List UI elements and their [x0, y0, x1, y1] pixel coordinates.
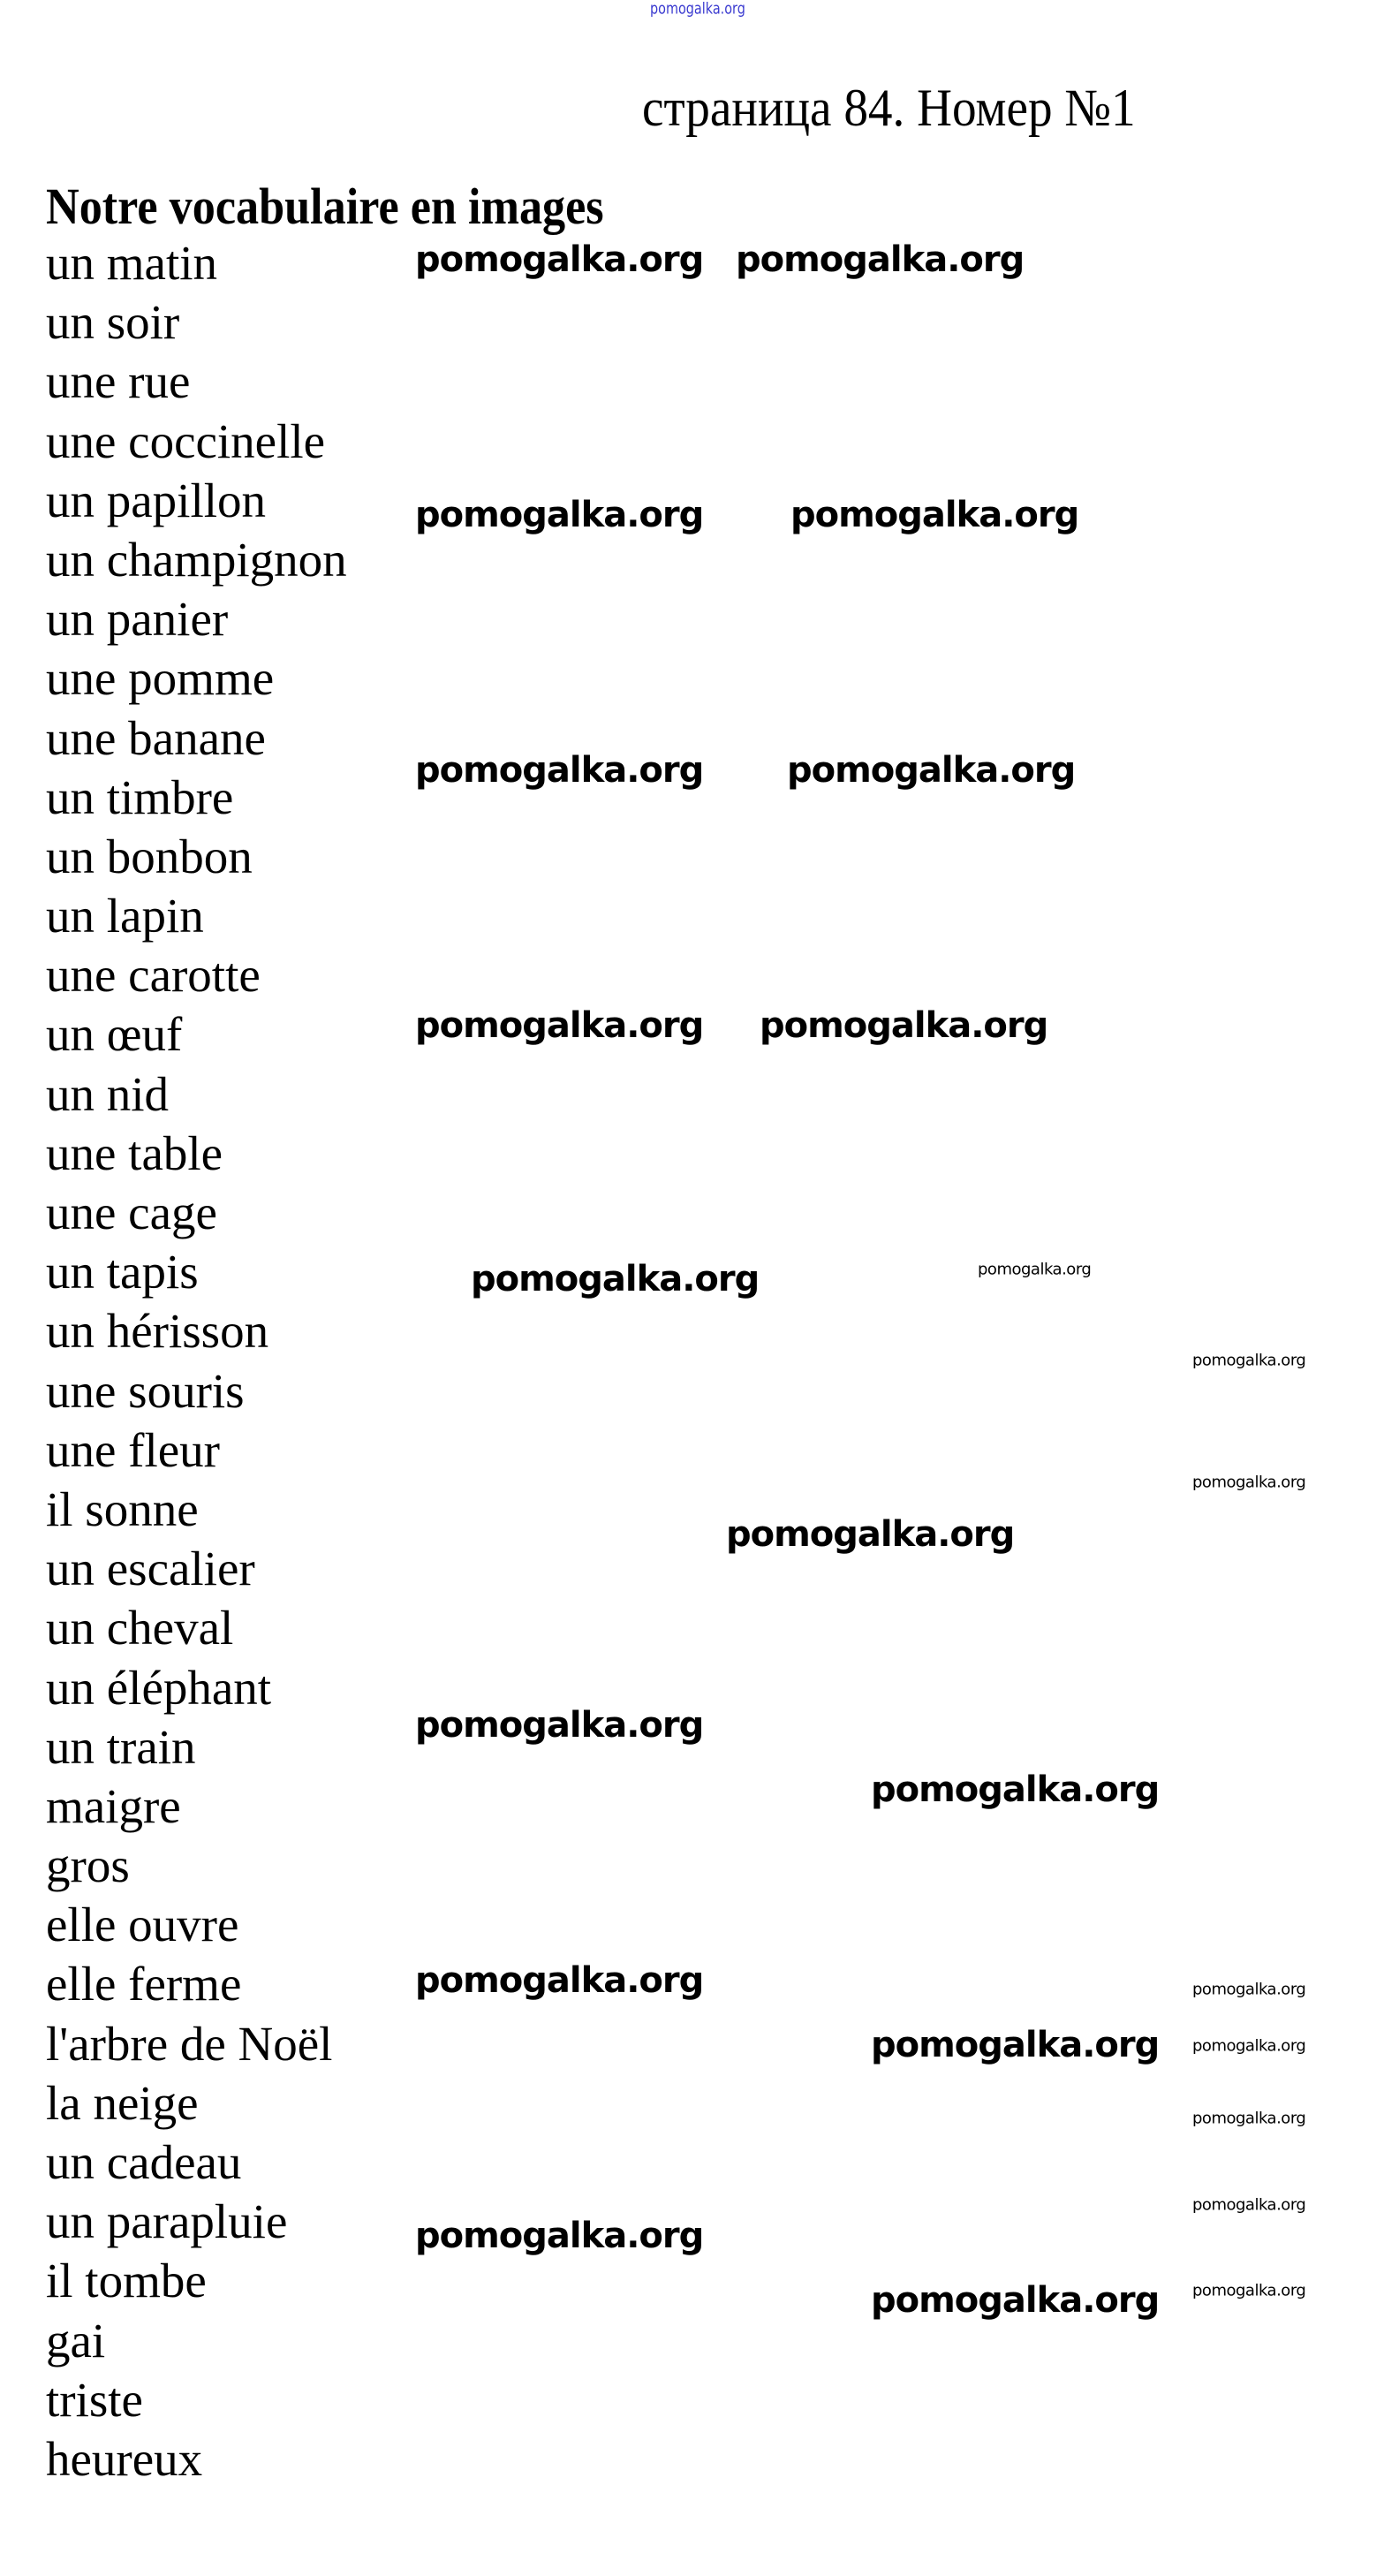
vocabulary-item: maigre — [46, 1778, 181, 1833]
watermark-small: pomogalka.org — [1192, 1473, 1306, 1492]
vocabulary-item: un soir — [46, 295, 180, 350]
watermark-small: pomogalka.org — [1192, 2195, 1306, 2215]
vocabulary-item: un parapluie — [46, 2194, 288, 2249]
watermark: pomogalka.org — [415, 1005, 704, 1046]
vocabulary-item: une pomme — [46, 651, 275, 706]
watermark: pomogalka.org — [726, 1514, 1015, 1555]
vocabulary-item: une banane — [46, 710, 266, 765]
watermark-small: pomogalka.org — [1192, 2109, 1306, 2128]
vocabulary-item: un train — [46, 1719, 196, 1774]
watermark-small: pomogalka.org — [1192, 1351, 1306, 1370]
vocabulary-item: elle ouvre — [46, 1898, 239, 1952]
watermark-small: pomogalka.org — [978, 1260, 1092, 1279]
watermark: pomogalka.org — [471, 1259, 760, 1299]
vocabulary-item: triste — [46, 2372, 143, 2427]
vocabulary-item: une fleur — [46, 1422, 220, 1477]
vocabulary-item: il tombe — [46, 2254, 207, 2308]
watermark: pomogalka.org — [787, 750, 1076, 791]
watermark: pomogalka.org — [790, 495, 1079, 535]
vocabulary-item: un cadeau — [46, 2135, 242, 2189]
vocabulary-item: une souris — [46, 1363, 245, 1418]
vocabulary-item: l'arbre de Noël — [46, 2016, 333, 2071]
vocabulary-item: il sonne — [46, 1481, 199, 1536]
watermark-small: pomogalka.org — [1192, 2281, 1306, 2300]
vocabulary-item: un champignon — [46, 532, 347, 587]
vocabulary-item: une carotte — [46, 948, 261, 1003]
watermark: pomogalka.org — [415, 750, 704, 791]
watermark-small: pomogalka.org — [1192, 1980, 1306, 1999]
vocabulary-item: un bonbon — [46, 829, 253, 883]
vocabulary-item: un nid — [46, 1066, 170, 1121]
watermark: pomogalka.org — [871, 2025, 1160, 2065]
watermark: pomogalka.org — [760, 1005, 1048, 1046]
watermark: pomogalka.org — [415, 495, 704, 535]
vocabulary-item: un panier — [46, 592, 229, 647]
vocabulary-item: une coccinelle — [46, 413, 326, 468]
watermark: pomogalka.org — [736, 239, 1025, 280]
vocabulary-item: une rue — [46, 354, 191, 409]
vocabulary-item: un éléphant — [46, 1660, 272, 1715]
vocabulary-item: un papillon — [46, 473, 267, 527]
watermark: pomogalka.org — [871, 1769, 1160, 1810]
vocabulary-item: une table — [46, 1125, 223, 1180]
vocabulary-item: un œuf — [46, 1007, 183, 1062]
watermark: pomogalka.org — [415, 2216, 704, 2256]
vocabulary-item: un cheval — [46, 1601, 234, 1655]
vocabulary-item: un hérisson — [46, 1304, 269, 1359]
vocabulary-item: un tapis — [46, 1245, 199, 1299]
vocabulary-item: la neige — [46, 2075, 199, 2130]
page-title: Notre vocabulaire en images — [46, 178, 604, 235]
vocabulary-item: un timbre — [46, 769, 234, 824]
watermark-top: pomogalka.org — [650, 0, 745, 19]
vocabulary-list — [46, 233, 347, 2489]
vocabulary-item: gros — [46, 1838, 130, 1893]
vocabulary-item: heureux — [46, 2431, 203, 2486]
watermark: pomogalka.org — [415, 239, 704, 280]
watermark-small: pomogalka.org — [1192, 2036, 1306, 2056]
vocabulary-item: un lapin — [46, 889, 204, 943]
vocabulary-item: un matin — [46, 236, 218, 290]
vocabulary-item: gai — [46, 2313, 106, 2368]
watermark: pomogalka.org — [871, 2280, 1160, 2321]
vocabulary-item: un escalier — [46, 1542, 255, 1596]
watermark: pomogalka.org — [415, 1960, 704, 2001]
vocabulary-item: une cage — [46, 1186, 217, 1239]
page-header: страница 84. Номер №1 — [642, 79, 1136, 137]
vocabulary-item: elle ferme — [46, 1957, 242, 2012]
watermark: pomogalka.org — [415, 1705, 704, 1746]
